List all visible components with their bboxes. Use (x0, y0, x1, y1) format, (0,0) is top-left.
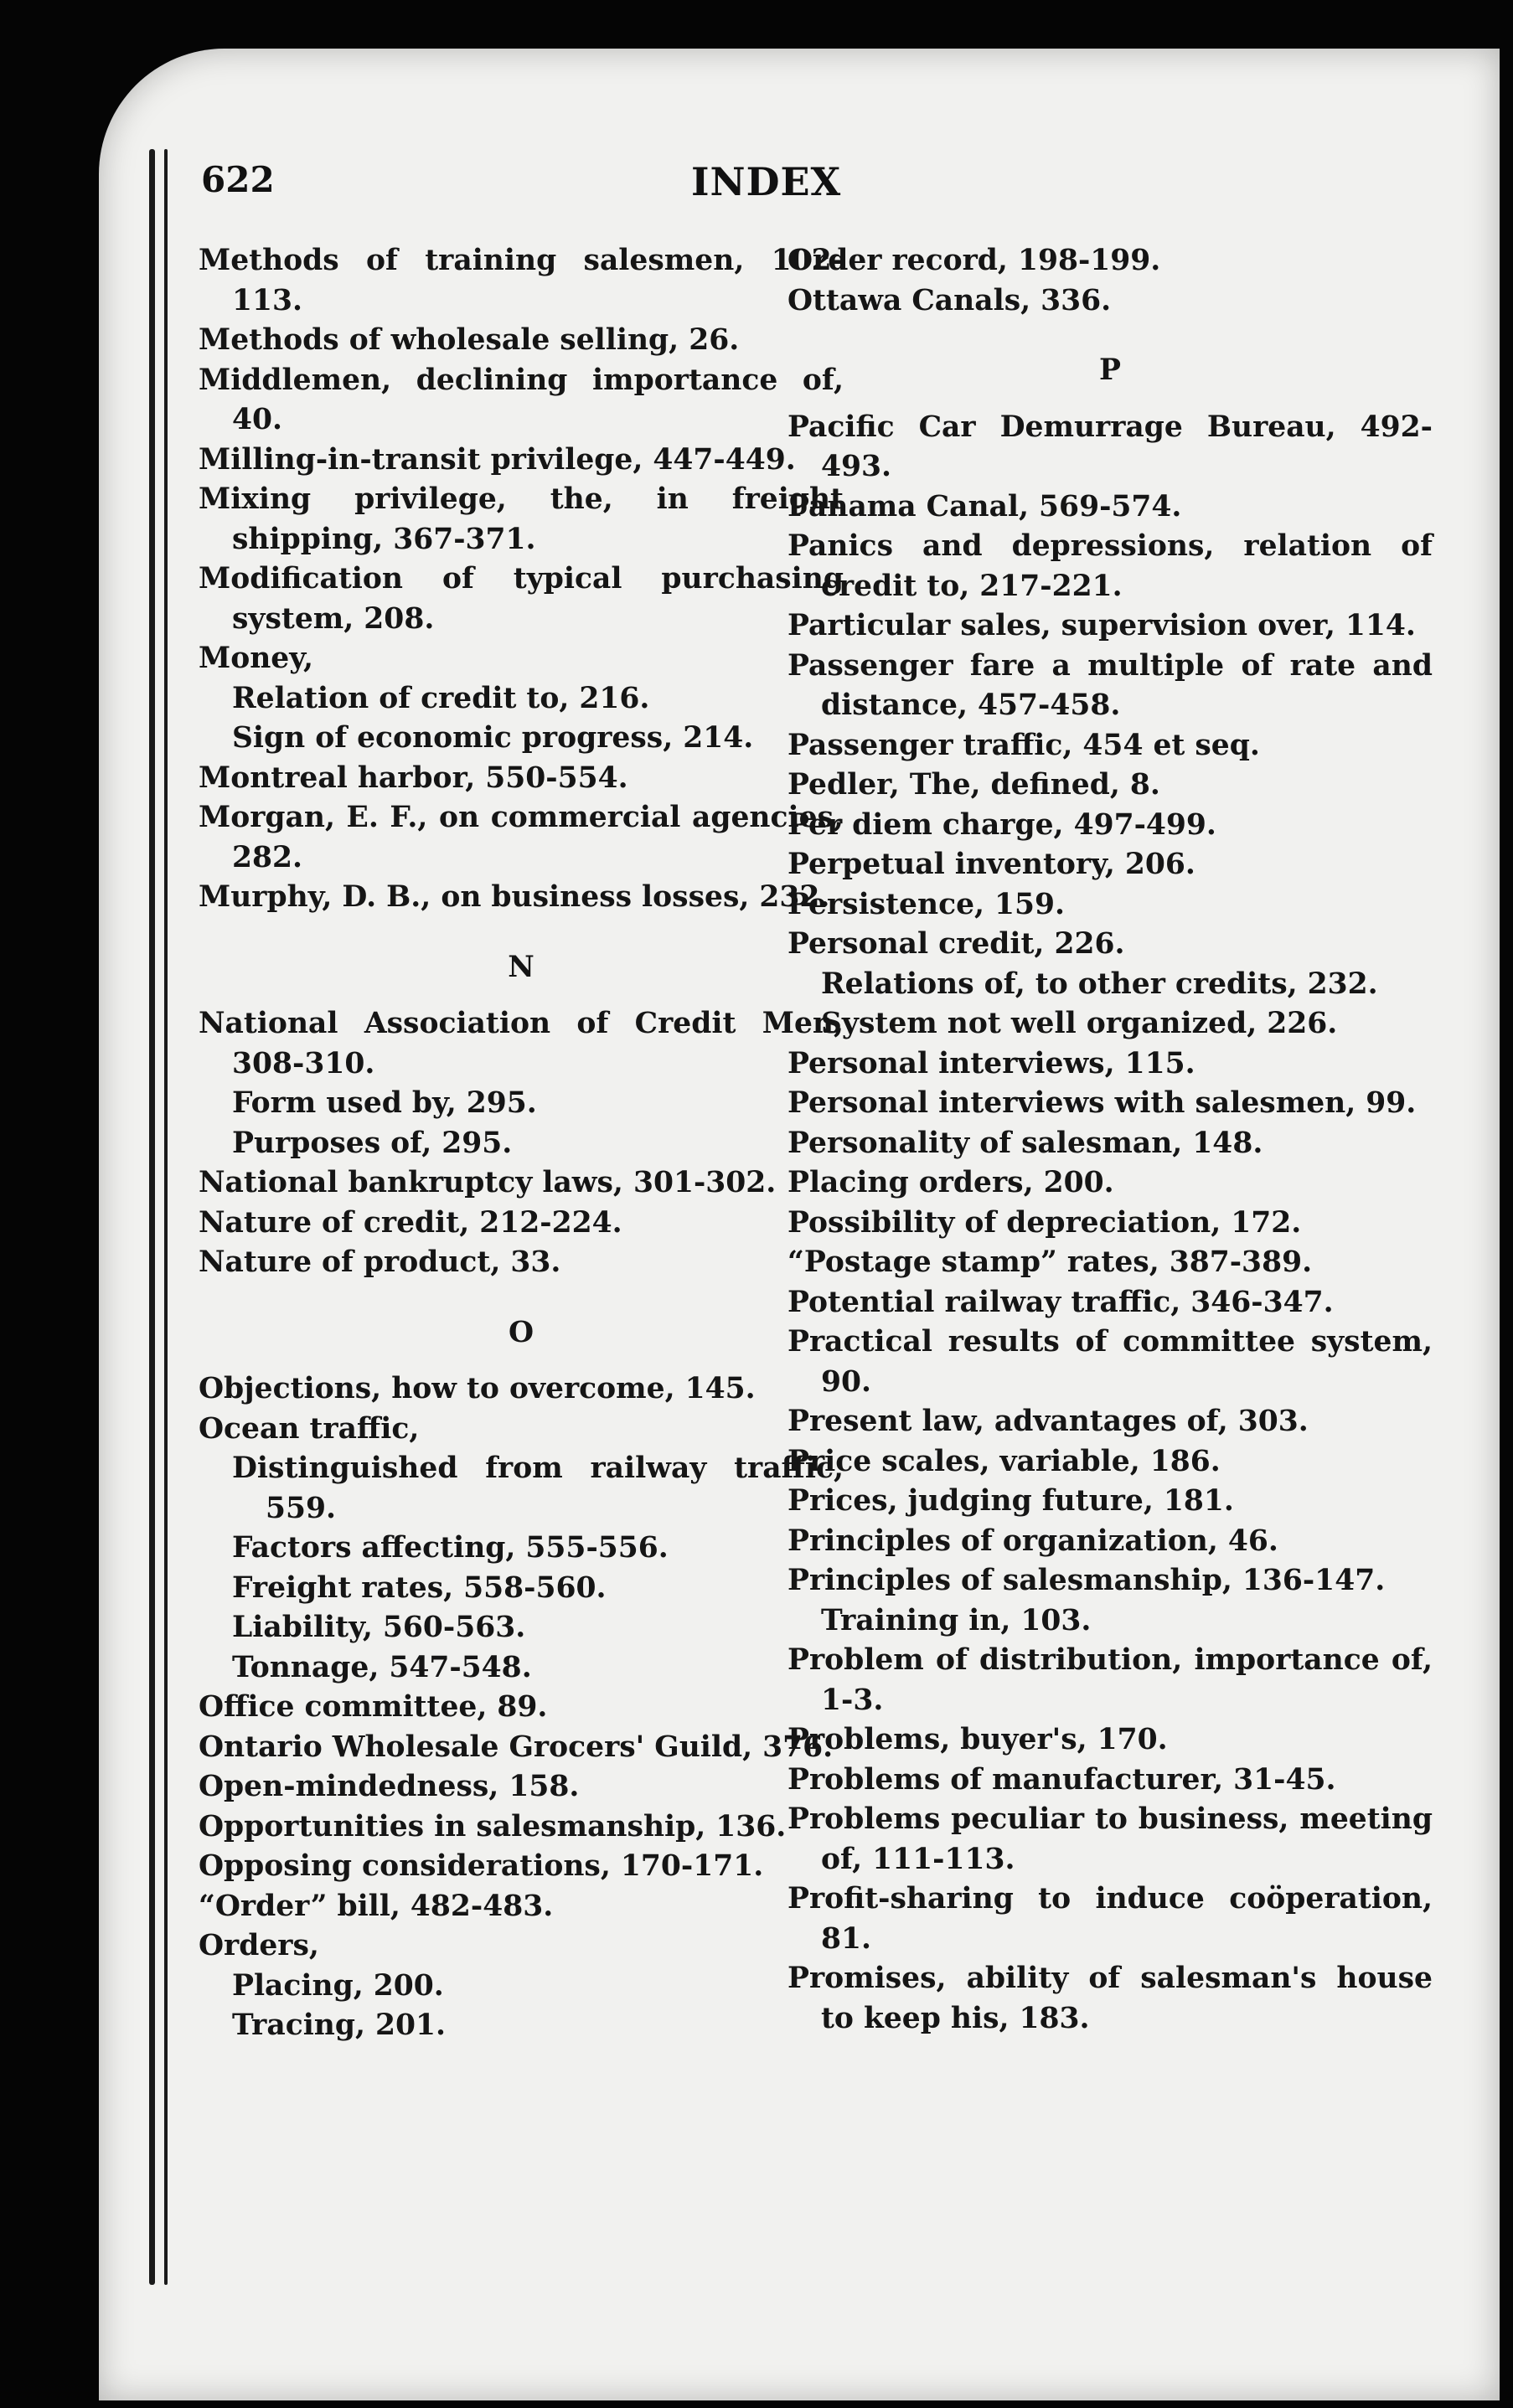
index-subentry: Relations of, to other credits, 232. (821, 967, 1378, 1001)
binding-edge (149, 149, 155, 2285)
index-entry: Open-mindedness, 158. (199, 1770, 580, 1803)
index-entry: Nature of credit, 212-224. (199, 1205, 622, 1240)
index-entry: Price scales, variable, 186. (787, 1444, 1221, 1478)
section-letter: N (508, 950, 534, 984)
index-entry: Pacific Car Demurrage Bureau, 492-493. (787, 410, 1433, 483)
index-subentry: Placing, 200. (232, 1968, 444, 2003)
index-entry: Opposing considerations, 170-171. (199, 1849, 764, 1883)
index-subentry: Factors affecting, 555-556. (232, 1531, 669, 1565)
binding-edge-inner (164, 149, 168, 2285)
index-entry: Perpetual inventory, 206. (787, 848, 1195, 881)
index-entry: Personal interviews, 115. (787, 1046, 1195, 1080)
index-entry: Ottawa Canals, 336. (787, 283, 1112, 317)
index-entry: Money, (199, 642, 313, 675)
index-entry: Personality of salesman, 148. (787, 1126, 1263, 1160)
index-entry: Practical results of committee system, 90. (787, 1325, 1433, 1399)
index-entry: Nature of product, 33. (199, 1245, 561, 1279)
index-entry: Prices, judging future, 181. (787, 1484, 1234, 1518)
index-entry: Mixing privilege, the, in freight shipping, 367-371. (199, 482, 844, 556)
index-entry: Milling-in-transit privilege, 447-449. (199, 442, 796, 477)
index-entry: Per diem charge, 497-499. (787, 807, 1216, 842)
index-entry: Potential railway traffic, 346-347. (787, 1285, 1334, 1319)
index-subentry: Purposes of, 295. (232, 1126, 513, 1160)
index-entry: National bankruptcy laws, 301-302. (199, 1166, 777, 1199)
index-entry: “Order” bill, 482-483. (199, 1889, 554, 1923)
index-subentry: Distinguished from railway traffic, 559. (232, 1452, 844, 1525)
index-entry: Promises, ability of salesman's house to keep his, 183. (787, 1962, 1433, 2035)
index-entry: Ontario Wholesale Grocers' Guild, 376. (199, 1730, 834, 1764)
index-entry: Problems, buyer's, 170. (787, 1723, 1168, 1756)
index-subentry: Training in, 103. (821, 1603, 1092, 1637)
index-subentry: Tonnage, 547-548. (232, 1650, 532, 1684)
index-subentry: Freight rates, 558-560. (232, 1570, 607, 1605)
index-entry: Passenger fare a multiple of rate and distance, 457-458. (787, 648, 1433, 722)
index-entry: Personal interviews with salesmen, 99. (787, 1086, 1417, 1120)
index-subentry: Form used by, 295. (232, 1086, 537, 1120)
section-letter: O (508, 1315, 534, 1349)
index-entry: Personal credit, 226. (787, 927, 1125, 961)
index-entry: Office committee, 89. (199, 1690, 548, 1724)
index-entry: Middlemen, declining importance of, 40. (199, 363, 844, 436)
index-subentry: Tracing, 201. (232, 2008, 447, 2042)
index-entry: Opportunities in salesmanship, 136. (199, 1809, 787, 1843)
page-number: 622 (201, 159, 275, 200)
index-entry: Methods of training salesmen, 102-113. (199, 244, 844, 317)
index-entry: Profit-sharing to induce coöperation, 81. (787, 1882, 1433, 1956)
index-entry: Morgan, E. F., on commercial agencies, 282. (199, 801, 844, 874)
index-entry: Methods of wholesale selling, 26. (199, 323, 740, 357)
index-entry: Panics and depressions, relation of credit to, 217-221. (787, 529, 1433, 603)
index-entry: “Postage stamp” rates, 387-389. (787, 1245, 1313, 1279)
index-entry: Objections, how to overcome, 145. (199, 1372, 756, 1405)
index-subentry: Liability, 560-563. (232, 1611, 526, 1644)
index-entry: Modification of typical purchasing system, 208. (199, 562, 844, 636)
running-head-title: INDEX (691, 159, 842, 204)
index-entry: Problems peculiar to business, meeting of, 111-113. (787, 1802, 1433, 1876)
page-header (201, 159, 955, 209)
index-subentry: System not well organized, 226. (821, 1007, 1338, 1040)
index-entry: Panama Canal, 569-574. (787, 489, 1182, 523)
index-subentry: Sign of economic progress, 214. (232, 721, 754, 755)
index-entry: Present law, advantages of, 303. (787, 1405, 1309, 1438)
index-entry: Problem of distribution, importance of, 1-3. (787, 1643, 1433, 1717)
index-entry: Placing orders, 200. (787, 1166, 1114, 1199)
index-entry: Passenger traffic, 454 et seq. (787, 728, 1260, 762)
index-entry: Principles of salesmanship, 136-147. (787, 1564, 1386, 1597)
index-entry: National Association of Credit Men, 308-310. (199, 1007, 844, 1080)
index-column-left (199, 241, 844, 2046)
index-entry: Principles of organization, 46. (787, 1524, 1278, 1558)
index-entry: Murphy, D. B., on business losses, 232. (199, 880, 830, 914)
index-entry: Particular sales, supervision over, 114. (787, 609, 1416, 642)
index-entry: Problems of manufacturer, 31-45. (787, 1762, 1336, 1797)
index-subentry: Relation of credit to, 216. (232, 681, 650, 715)
index-entry: Orders, (199, 1929, 319, 1962)
index-entry: Montreal harbor, 550-554. (199, 761, 628, 795)
index-entry: Possibility of depreciation, 172. (787, 1205, 1302, 1240)
index-entry: Persistence, 159. (787, 887, 1066, 921)
index-entry: Ocean traffic, (199, 1411, 420, 1446)
section-letter: P (1099, 353, 1121, 387)
index-column-right (787, 241, 1433, 2039)
index-entry: Pedler, The, defined, 8. (787, 768, 1160, 802)
index-entry: Order record, 198-199. (787, 244, 1161, 277)
